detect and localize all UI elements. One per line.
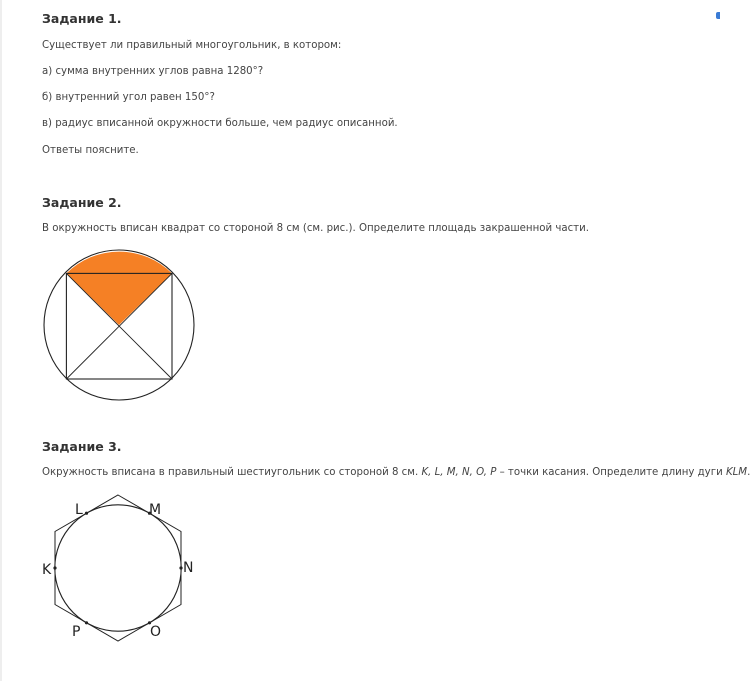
label-P: P — [72, 624, 81, 640]
label-M: M — [149, 502, 162, 518]
point-P-dot — [85, 621, 88, 624]
task-1-item-b: б) внутренний угол равен 150°? — [42, 92, 215, 103]
label-K: K — [42, 562, 52, 578]
task-2-figure — [40, 245, 200, 405]
task-3-points: K, L, M, N, O, P — [421, 467, 497, 478]
task-1-item-c: в) радиус вписанной окружности больше, чем радиус описанной. — [42, 118, 398, 129]
scroll-indicator[interactable] — [716, 12, 720, 19]
point-L-dot — [85, 512, 88, 515]
task-3-text-before: Окружность вписана в правильный шестиугольник со стороной 8 см. — [42, 467, 422, 478]
task-3-text — [42, 467, 750, 478]
task-3-figure — [38, 493, 208, 648]
task-1-intro: Существует ли правильный многоугольник, в котором: — [42, 40, 342, 51]
shaded-region — [66, 252, 172, 325]
task-2-title: Задание 2. — [42, 195, 122, 210]
task-3-text-middle: – точки касания. Определите длину дуги — [496, 467, 726, 478]
left-page-border — [0, 0, 2, 681]
label-O: O — [150, 624, 162, 640]
task-1-outro: Ответы поясните. — [42, 145, 139, 156]
task-2-text: В окружность вписан квадрат со стороной 8 см (см. рис.). Определите площадь закрашенной части. — [42, 223, 589, 234]
label-N: N — [183, 560, 194, 576]
label-L: L — [75, 502, 83, 518]
task-3-title: Задание 3. — [42, 439, 122, 454]
hexagon — [55, 495, 181, 641]
inscribed-circle — [55, 505, 181, 631]
task-3-arc: KLM — [725, 467, 748, 478]
task-1-title: Задание 1. — [42, 11, 122, 26]
task-1-item-a: а) сумма внутренних углов равна 1280°? — [42, 66, 264, 77]
point-K-dot — [53, 566, 56, 569]
